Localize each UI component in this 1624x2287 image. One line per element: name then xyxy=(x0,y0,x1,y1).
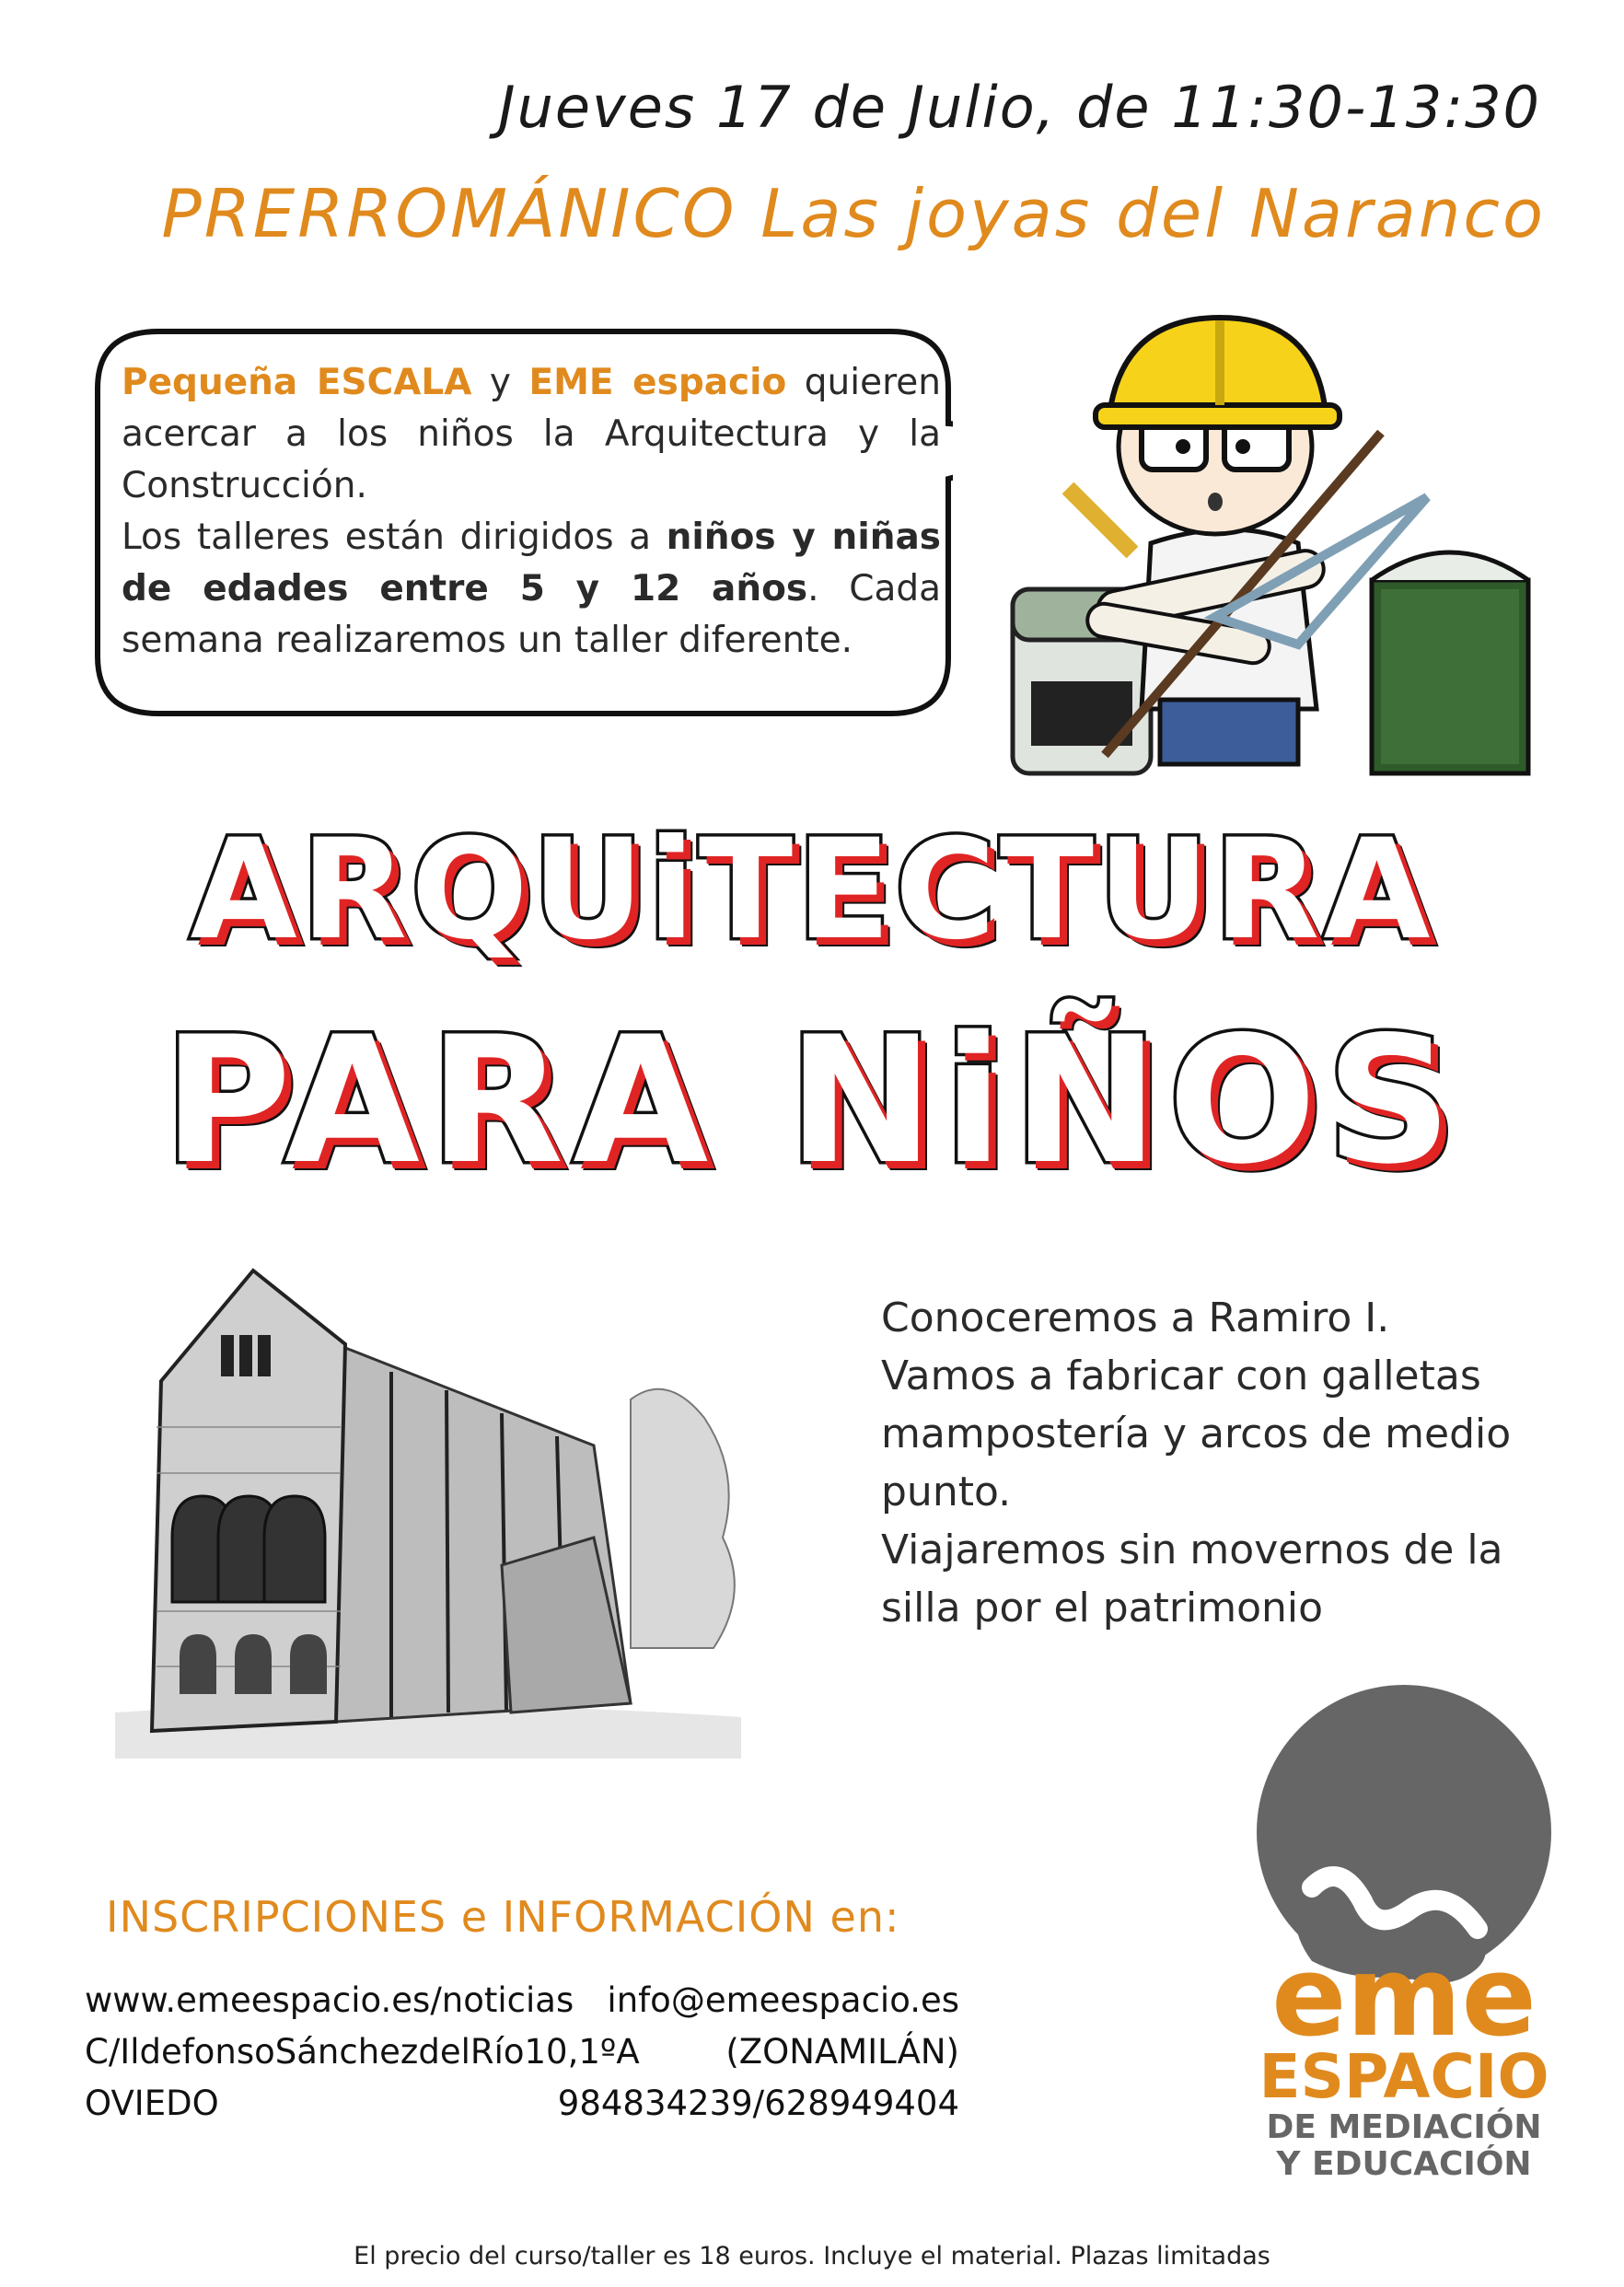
contact-row-city xyxy=(85,2078,959,2130)
contact-row-web xyxy=(85,1975,959,2026)
org-pequena-escala: Pequeña ESCALA xyxy=(122,362,472,403)
address: C/IldefonsoSánchezdelRío10,1ºA xyxy=(85,2032,640,2072)
conjunction: y xyxy=(471,362,529,403)
bubble-paragraph-2 xyxy=(122,512,941,667)
bubble-para1-rest: quieren acercar a los niños la Arquitectura y la Construcción. xyxy=(122,362,941,506)
website-link[interactable]: www.emeespacio.es/noticias xyxy=(85,1980,574,2020)
zone: (ZONAMILÁN) xyxy=(725,2032,959,2072)
info-line: silla por el patrimonio xyxy=(881,1585,1324,1631)
logo-educacion-text: Y EDUCACIÓN xyxy=(1276,2145,1532,2182)
city: OVIEDO xyxy=(85,2084,219,2123)
logo-eme-text: eme xyxy=(1271,1933,1537,2061)
age-range: niños y niñas de edades entre 5 y 12 años xyxy=(122,517,941,609)
inscripciones-title: INSCRIPCIONES e INFORMACIÓN en: xyxy=(106,1892,900,1942)
church-illustration xyxy=(115,1261,741,1759)
info-line: punto. xyxy=(881,1469,1012,1515)
logo-espacio-text: ESPACIO xyxy=(1259,2041,1549,2112)
bubble-para2-start: Los talleres están dirigidos a xyxy=(122,517,667,558)
activity-description xyxy=(881,1289,1581,1637)
main-title-line-2: PARA NiÑOS xyxy=(163,999,1461,1202)
contact-row-address xyxy=(85,2026,959,2078)
bubble-para2-end: . Cada semana realizaremos un taller diferente. xyxy=(122,568,941,661)
contact-info xyxy=(85,1975,959,2130)
email-link[interactable]: info@emeespacio.es xyxy=(607,1980,959,2020)
logo-mediacion-text: DE MEDIACIÓN xyxy=(1266,2108,1542,2146)
kid-architect-illustration xyxy=(994,313,1547,792)
info-line: Vamos a fabricar con galletas xyxy=(881,1352,1481,1399)
price-footer: El precio del curso/taller es 18 euros. Incluye el material. Plazas limitadas xyxy=(354,2242,1270,2270)
bubble-text xyxy=(122,357,941,667)
main-title-line-1: ARQUiTECTURA xyxy=(190,810,1434,970)
phone-numbers: 984834239/628949404 xyxy=(557,2084,959,2123)
bubble-paragraph-1 xyxy=(122,357,941,512)
event-date: Jueves 17 de Julio, de 11:30-13:30 xyxy=(498,74,1541,141)
org-eme-espacio: EME espacio xyxy=(528,362,787,403)
info-line: Conoceremos a Ramiro I. xyxy=(881,1294,1390,1341)
event-subtitle: PRERROMÁNICO Las joyas del Naranco xyxy=(161,175,1546,252)
info-line: mampostería y arcos de medio xyxy=(881,1411,1512,1457)
eme-espacio-logo xyxy=(1247,1666,1560,2182)
info-line: Viajaremos sin movernos de la xyxy=(881,1527,1503,1573)
